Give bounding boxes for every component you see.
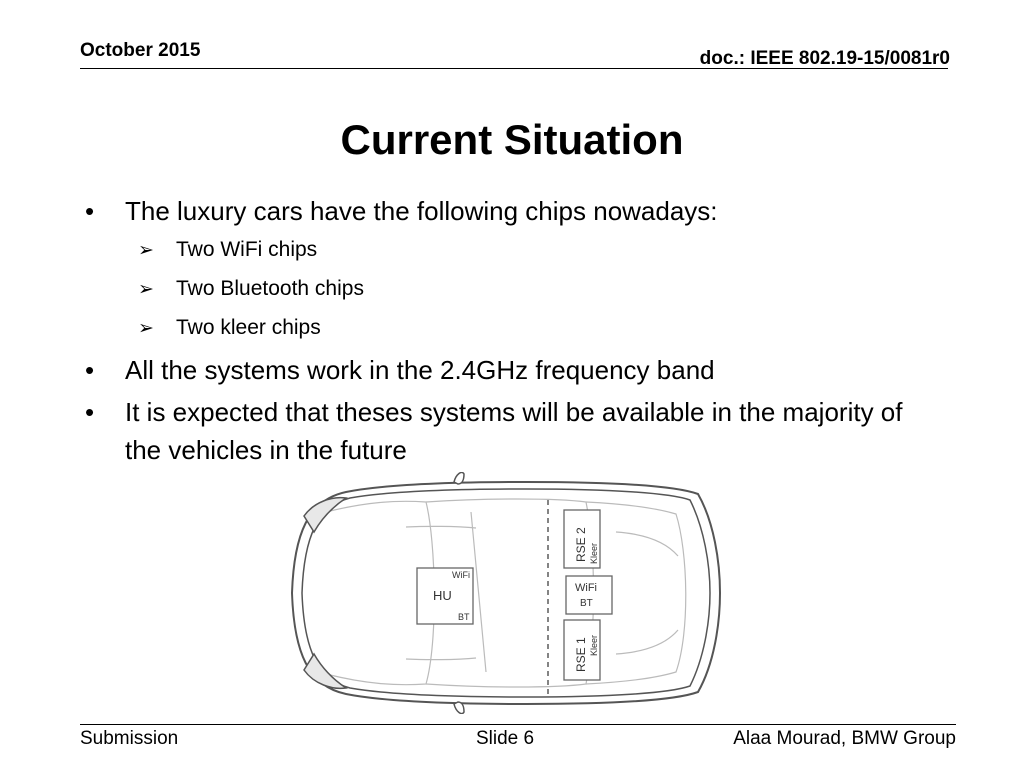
center-bt-label: BT xyxy=(580,598,593,609)
arrow-bullet-icon: ➢ xyxy=(138,318,154,339)
sub-bullet-item xyxy=(85,308,905,347)
header-date: October 2015 xyxy=(80,40,201,61)
center-module-box xyxy=(566,576,612,614)
arrow-bullet-icon: ➢ xyxy=(138,279,154,300)
bullet-item xyxy=(85,351,905,389)
footer-slide-number: Slide 6 xyxy=(476,728,535,749)
hu-bt-label: BT xyxy=(458,612,470,622)
bullet-dot-icon: • xyxy=(85,355,95,385)
header-divider xyxy=(80,68,948,69)
bullet-item xyxy=(85,192,905,230)
bullet-list xyxy=(85,192,905,469)
car-outline xyxy=(292,482,720,704)
rse2-label: RSE 2 xyxy=(574,527,588,562)
slide-title: Current Situation xyxy=(340,116,684,163)
bullet-item xyxy=(85,393,905,469)
car-top-view-diagram xyxy=(286,472,722,714)
bullet-dot-icon: • xyxy=(85,196,95,226)
car-interior-lines xyxy=(326,499,686,687)
footer-author: Alaa Mourad, BMW Group xyxy=(733,728,956,749)
sub-bullet-text: Two kleer chips xyxy=(176,316,321,339)
headlights xyxy=(304,498,346,689)
sub-bullet-item xyxy=(85,230,905,269)
header-doc-id: doc.: IEEE 802.19-15/0081r0 xyxy=(699,48,950,69)
rse1-module-box xyxy=(564,620,600,680)
rse2-sub-label: Kleer xyxy=(589,542,599,564)
rse2-module-box xyxy=(564,510,600,568)
hu-module-box xyxy=(417,568,473,624)
rse1-sub-label: Kleer xyxy=(589,634,599,656)
center-wifi-label: WiFi xyxy=(575,582,597,594)
rse1-label: RSE 1 xyxy=(574,637,588,672)
arrow-bullet-icon: ➢ xyxy=(138,240,154,261)
hu-label: HU xyxy=(433,588,452,603)
bullet-text: It is expected that theses systems will be available in the majority of the vehicles in the future xyxy=(125,397,903,465)
bullet-text: The luxury cars have the following chips nowadays: xyxy=(125,196,718,226)
footer-divider xyxy=(80,724,956,725)
sub-bullet-text: Two Bluetooth chips xyxy=(176,277,364,300)
footer-submission: Submission xyxy=(80,728,179,749)
bullet-text: All the systems work in the 2.4GHz frequency band xyxy=(125,355,715,385)
sub-bullet-text: Two WiFi chips xyxy=(176,238,318,261)
bullet-dot-icon: • xyxy=(85,397,95,427)
hu-wifi-label: WiFi xyxy=(452,570,470,580)
sub-bullet-item xyxy=(85,269,905,308)
